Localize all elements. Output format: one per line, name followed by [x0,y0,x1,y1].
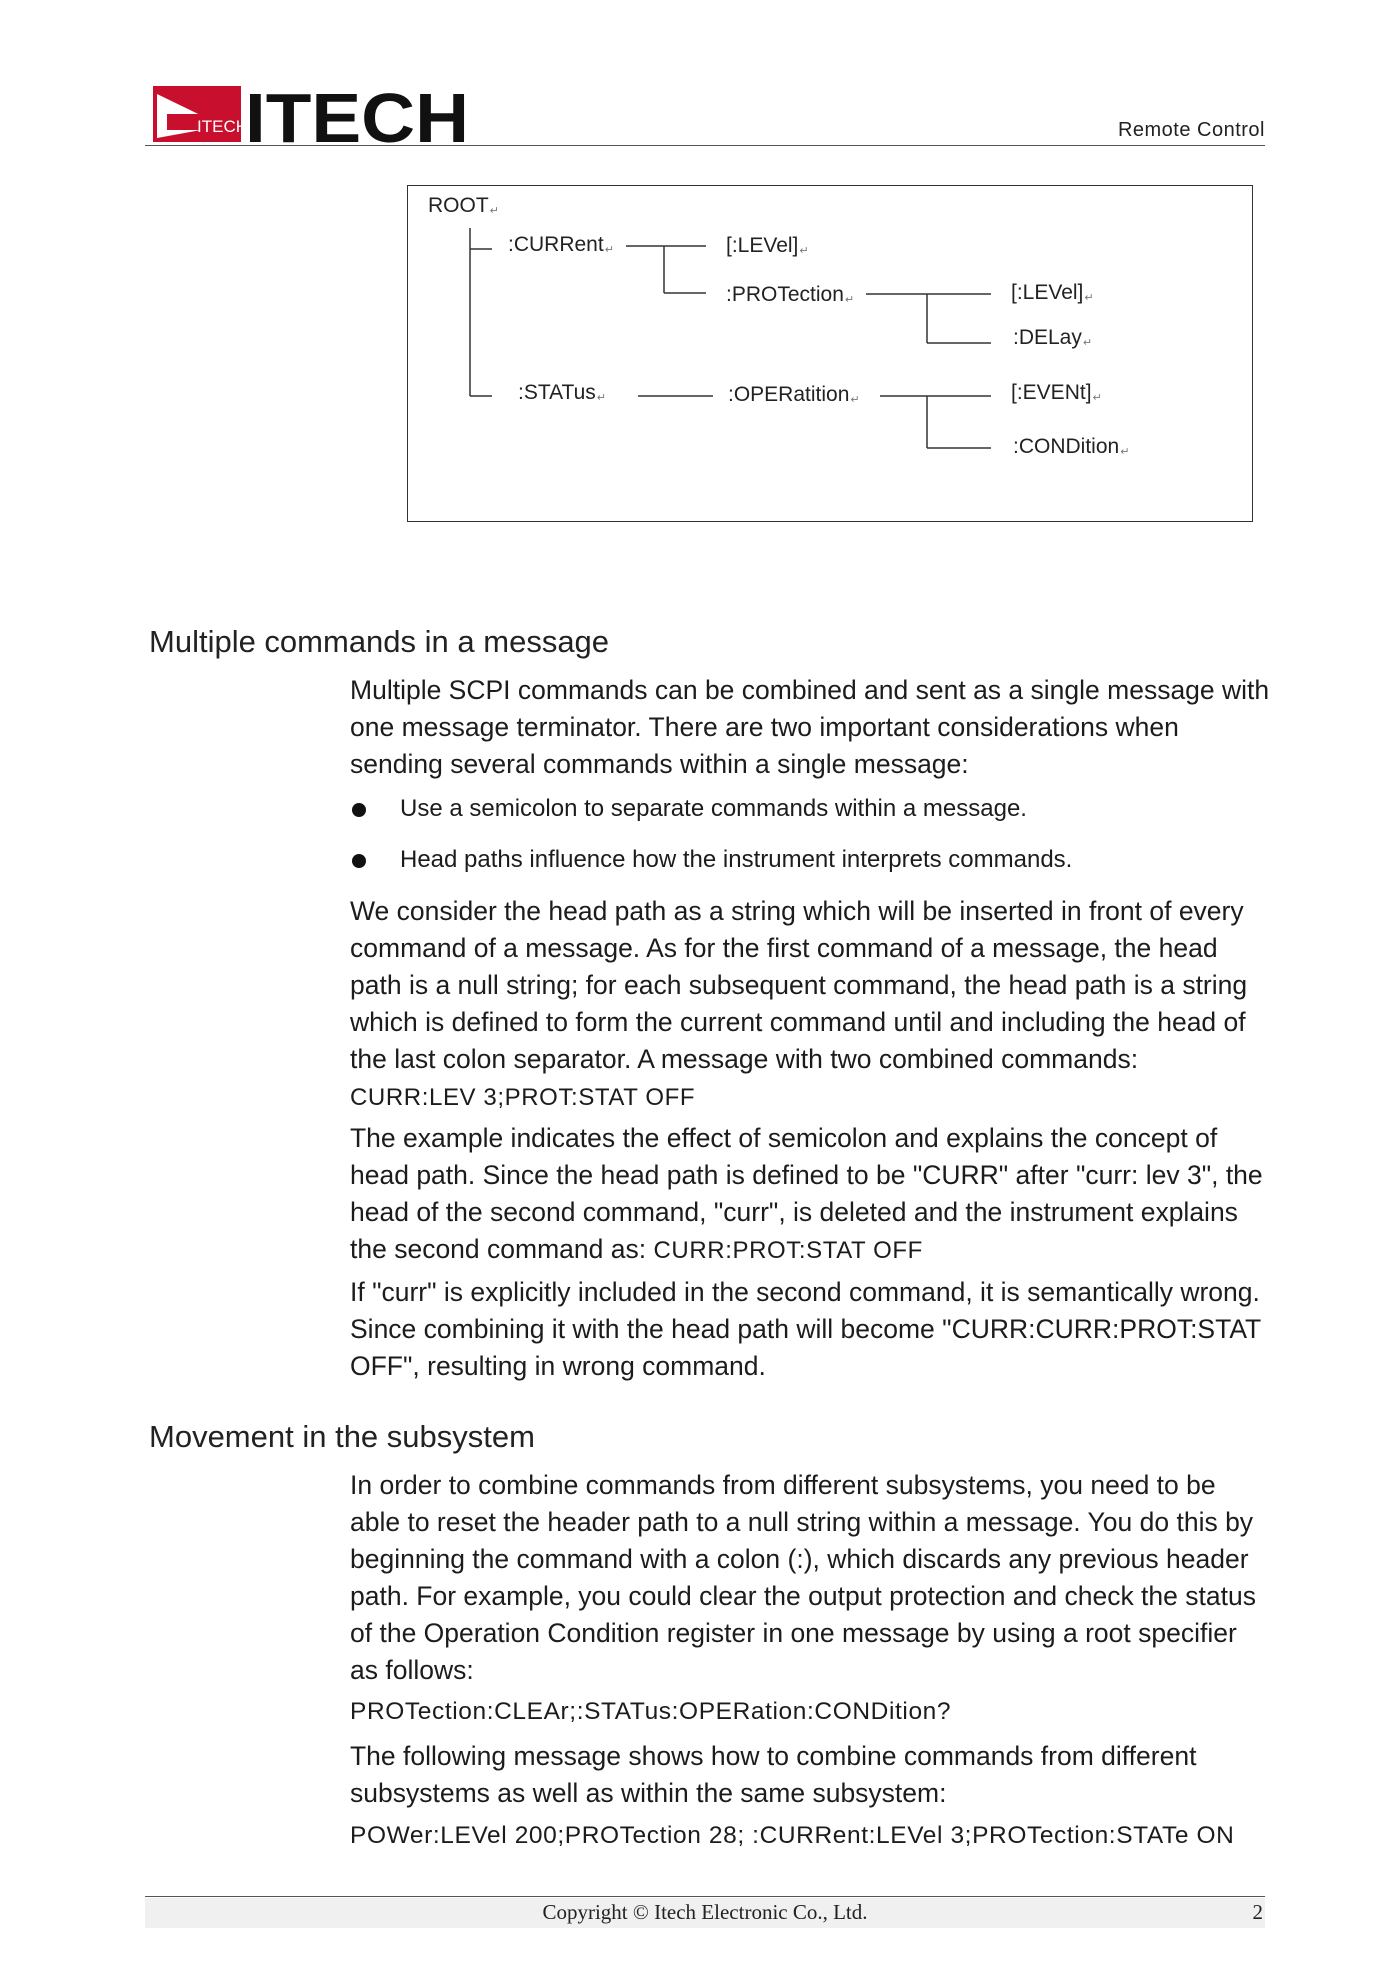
section-heading-movement: Movement in the subsystem [149,1419,535,1454]
section2-combine-paragraph: The following message shows how to combine commands from different subsystems as well as within the same subsystem: [350,1741,1197,1808]
command-tree-diagram [407,185,1253,522]
tree-node-operation-event: [:EVENt]↵ [1011,381,1102,404]
root-specifier-code: PROTection:CLEAr;:STATus:OPERation:CONDition? [350,1698,952,1725]
section1-head-path-paragraph [350,893,1270,1116]
head-path-text: We consider the head path as a string which will be inserted in front of every command of a message. As for the first command of a message, the head path is a null string; for each subsequent command, the head path is a string which is defined to form the current command until and including the head of the last colon separator. A message with two combined commands: [350,896,1248,1074]
page-header [145,80,1265,146]
page-footer [145,1898,1265,1928]
tree-node-operation-condition: :CONDition↵ [1013,435,1130,458]
tree-node-status: :STATus↵ [518,381,607,404]
section1-intro-paragraph: Multiple SCPI commands can be combined and sent as a single message with one message terminator. There are two important considerations when sending several commands within a single message: [350,675,1270,779]
tree-node-current: :CURRent↵ [508,233,614,256]
tree-node-current-level: [:LEVel]↵ [726,234,809,257]
resolved-command-code: CURR:PROT:STAT OFF [653,1237,923,1264]
header-section-title: Remote Control [1117,119,1265,141]
section-heading-multiple-commands: Multiple commands in a message [149,624,610,659]
logo-badge-text: ITECH [197,117,248,136]
itech-logo [153,84,473,146]
header-divider [145,145,1265,146]
footer-divider [145,1896,1265,1897]
bullet-icon [352,854,366,868]
page-number: 2 [1252,1900,1263,1924]
bullet-text: Head paths influence how the instrument interprets commands. [400,846,1073,873]
tree-node-protection-delay: :DELay↵ [1013,326,1093,349]
example-command-code: CURR:LEV 3;PROT:STAT OFF [350,1084,696,1111]
tree-node-protection-level: [:LEVel]↵ [1011,281,1094,304]
bullet-icon [352,803,366,817]
section1-wrong-command-paragraph: If "curr" is explicitly included in the second command, it is semantically wrong. Since combining it with the head path will become "CURR:CURR:PROT:STAT OFF", resulting in wrong command. [350,1277,1261,1381]
section2-intro-paragraph: In order to combine commands from different subsystems, you need to be able to reset the header path to a null string within a message. You do this by beginning the command with a colon (:), which discards any previous header path. For example, you could clear the output protection and check the status of the Operation Condition register in one message by using a root specifier as follows: [350,1470,1256,1685]
tree-node-operation: :OPERatition↵ [728,383,860,406]
tree-node-protection: :PROTection↵ [726,283,855,306]
combined-command-code: POWer:LEVel 200;PROTection 28; :CURRent:LEVel 3;PROTection:STATe ON [350,1822,1235,1849]
copyright-text: Copyright © Itech Electronic Co., Ltd. [542,1900,868,1924]
logo-wordmark: ITECH [245,84,469,146]
section1-example-paragraph [350,1120,1270,1269]
tree-node-root: ROOT↵ [428,194,499,217]
example-explanation-text: The example indicates the effect of semicolon and explains the concept of head path. Since the head path is defined to be "CURR" after "curr: lev 3", the head of the second command, "curr", is deleted and the instrument explains the second command as: [350,1123,1263,1264]
bullet-text: Use a semicolon to separate commands within a message. [400,795,1027,822]
